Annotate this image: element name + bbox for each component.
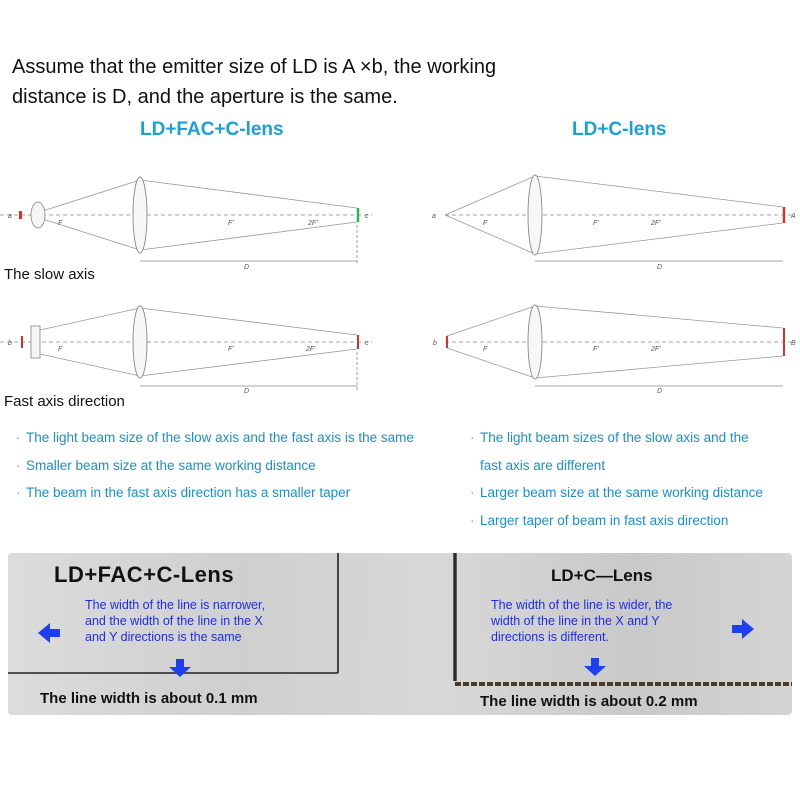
label-a: a xyxy=(8,213,12,220)
label-fp: F' xyxy=(593,220,599,227)
ray xyxy=(445,215,535,254)
label-d: D xyxy=(657,264,663,270)
label-big-a: A xyxy=(791,213,796,220)
ray xyxy=(30,215,140,250)
label-f: F xyxy=(58,220,63,227)
fac-lens xyxy=(31,326,40,358)
ray xyxy=(140,180,357,208)
right-fast-axis-diagram xyxy=(425,300,800,400)
arrow-down-icon xyxy=(169,659,191,677)
ray xyxy=(535,356,783,378)
intro-line-1: Assume that the emitter size of LD is A ×b, the working xyxy=(12,56,497,78)
list-item: · Larger taper of beam in fast axis direction xyxy=(470,512,729,528)
label-2f: 2F' xyxy=(651,346,661,353)
label-fp: F' xyxy=(228,346,234,353)
label-fp: F' xyxy=(228,220,234,227)
c-lens xyxy=(133,306,147,378)
left-fast-axis-diagram xyxy=(0,300,380,400)
ray xyxy=(447,348,535,378)
label-2f: 2F' xyxy=(308,220,318,227)
label-c: c xyxy=(365,340,369,347)
emitter-spot xyxy=(19,211,22,219)
ray xyxy=(140,308,357,335)
ray xyxy=(140,222,357,250)
slow-axis-label: The slow axis xyxy=(4,266,95,283)
list-item: · Smaller beam size at the same working distance xyxy=(16,457,316,473)
ray xyxy=(445,176,535,215)
label-d: D xyxy=(244,264,250,270)
ray xyxy=(40,354,140,376)
label-c: c xyxy=(365,213,369,220)
c-lens xyxy=(528,175,542,255)
photo-right-description: The width of the line is wider, the width of the line in the X and Y directions is different. xyxy=(491,598,673,644)
list-item-continuation: fast axis are different xyxy=(480,457,606,473)
label-d: D xyxy=(657,388,663,395)
label-big-b: B xyxy=(791,340,796,347)
arrow-down-icon xyxy=(584,658,606,676)
label-b: b xyxy=(8,340,12,347)
list-item: · The light beam size of the slow axis and the fast axis is the same xyxy=(16,430,414,445)
ray xyxy=(40,308,140,330)
label-f: F xyxy=(483,220,488,227)
ray xyxy=(30,180,140,215)
photo-left-title: LD+FAC+C-Lens xyxy=(54,562,235,587)
photo-right-line-width: The line width is about 0.2 mm xyxy=(480,693,698,710)
label-f: F xyxy=(58,346,63,353)
photo-right-title: LD+C—Lens xyxy=(551,566,653,585)
label-b: b xyxy=(433,340,437,347)
ray xyxy=(535,176,783,207)
c-lens xyxy=(133,177,147,253)
ray xyxy=(140,349,357,376)
list-item: · The light beam sizes of the slow axis and the xyxy=(470,430,749,445)
right-column-title: LD+C-lens xyxy=(572,119,667,140)
left-bullet-list xyxy=(16,424,414,507)
list-item: · The beam in the fast axis direction has a smaller taper xyxy=(16,485,351,500)
label-2f: 2F' xyxy=(306,346,316,353)
label-fp: F' xyxy=(593,346,599,353)
fast-axis-label: Fast axis direction xyxy=(4,393,125,410)
arrow-right-icon xyxy=(732,619,754,639)
label-2f: 2F' xyxy=(651,220,661,227)
left-slow-axis-diagram xyxy=(0,170,380,270)
arrow-left-icon xyxy=(38,623,60,643)
ray xyxy=(535,223,783,254)
c-lens xyxy=(528,305,542,379)
right-bullet-list xyxy=(470,424,763,534)
fac-lens xyxy=(31,202,45,228)
label-f: F xyxy=(483,346,488,353)
photo-left-line-width: The line width is about 0.1 mm xyxy=(40,690,258,707)
left-column-title: LD+FAC+C-lens xyxy=(140,119,284,140)
label-d: D xyxy=(244,388,250,395)
photo-left-description: The width of the line is narrower, and the width of the line in the X and Y directions is the same xyxy=(85,598,265,644)
ray xyxy=(447,306,535,336)
right-slow-axis-diagram xyxy=(425,170,800,270)
intro-text xyxy=(12,52,496,112)
ray xyxy=(535,306,783,328)
list-item: · Larger beam size at the same working distance xyxy=(470,485,763,500)
engraving-photo xyxy=(8,553,792,715)
intro-line-2: distance is D, and the aperture is the same. xyxy=(12,86,398,108)
label-a: a xyxy=(432,213,436,220)
